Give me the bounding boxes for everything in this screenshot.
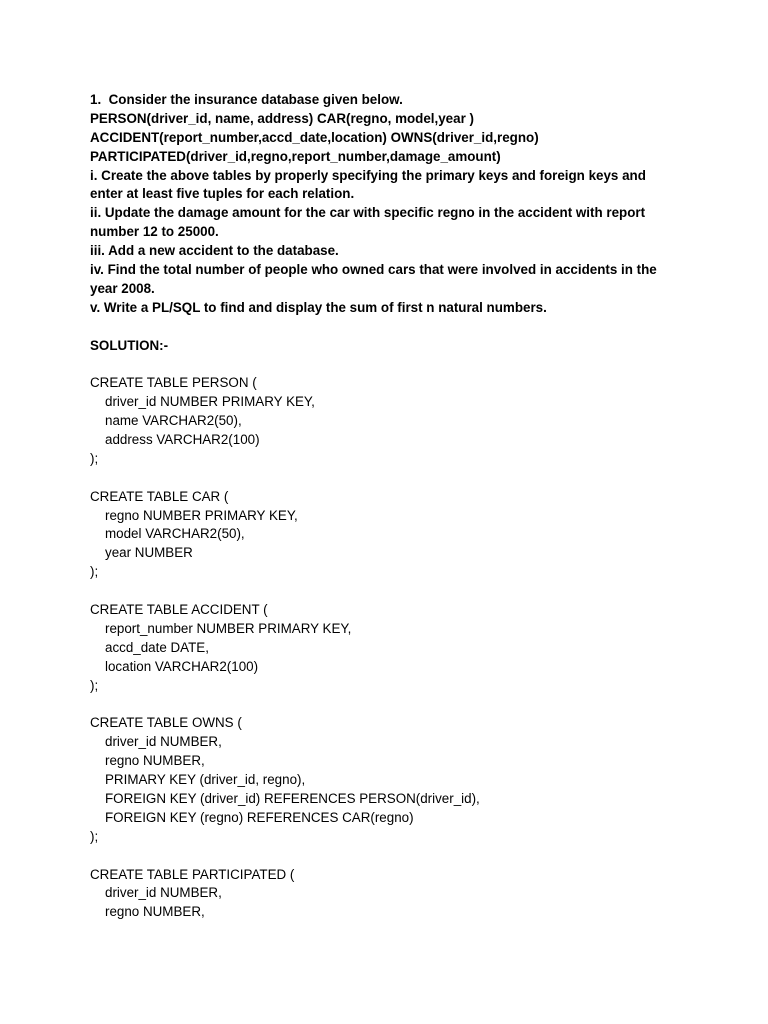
question-line: 1. Consider the insurance database given below. xyxy=(90,92,403,107)
question-line: i. Create the above tables by properly specifying the primary keys and foreign keys and xyxy=(90,167,646,183)
code-line: report_number NUMBER PRIMARY KEY, xyxy=(105,620,352,636)
code-line: driver_id NUMBER, xyxy=(105,885,222,901)
code-line: CREATE TABLE CAR ( xyxy=(90,488,229,504)
spacer xyxy=(90,318,690,337)
code-line: driver_id NUMBER, xyxy=(105,734,222,750)
question-line: enter at least five tuples for each relation. xyxy=(90,186,355,202)
question-block xyxy=(90,91,690,318)
code-line: address VARCHAR2(100) xyxy=(105,432,260,448)
code-line: FOREIGN KEY (driver_id) REFERENCES PERSON(driver_id), xyxy=(105,790,480,806)
code-line: CREATE TABLE PERSON ( xyxy=(90,375,257,391)
question-line: iii. Add a new accident to the database. xyxy=(90,243,339,259)
spacer xyxy=(90,469,690,488)
spacer xyxy=(90,355,690,374)
spacer xyxy=(90,582,690,601)
code-line: FOREIGN KEY (regno) REFERENCES CAR(regno) xyxy=(105,809,414,825)
question-line: year 2008. xyxy=(90,280,155,296)
code-line: accd_date DATE, xyxy=(105,639,209,655)
code-line: ); xyxy=(90,677,99,693)
code-line: regno NUMBER PRIMARY KEY, xyxy=(105,507,298,523)
code-line: location VARCHAR2(100) xyxy=(105,658,259,674)
question-line: ACCIDENT(report_number,accd_date,location) OWNS(driver_id,regno) xyxy=(90,129,539,145)
code-block-owns xyxy=(90,714,690,846)
code-line: model VARCHAR2(50), xyxy=(105,526,245,542)
code-line: CREATE TABLE PARTICIPATED ( xyxy=(90,866,295,882)
code-line: ); xyxy=(90,450,99,466)
spacer xyxy=(90,847,690,866)
question-line: ii. Update the damage amount for the car with specific regno in the accident with report xyxy=(90,205,646,221)
code-line: year NUMBER xyxy=(105,545,193,561)
code-line: ); xyxy=(90,564,99,580)
code-block-accident xyxy=(90,601,690,695)
question-line: v. Write a PL/SQL to find and display the sum of first n natural numbers. xyxy=(90,299,547,315)
code-line: driver_id NUMBER PRIMARY KEY, xyxy=(105,394,315,410)
code-line: name VARCHAR2(50), xyxy=(105,413,242,429)
question-line: number 12 to 25000. xyxy=(90,224,219,240)
question-line: PARTICIPATED(driver_id,regno,report_number,damage_amount) xyxy=(90,148,501,164)
code-line: CREATE TABLE OWNS ( xyxy=(90,715,242,731)
code-block-person xyxy=(90,374,690,468)
document-page xyxy=(90,91,690,922)
code-line: ); xyxy=(90,828,99,844)
question-line: PERSON(driver_id, name, address) CAR(regno, model,year ) xyxy=(90,110,474,126)
code-block-car xyxy=(90,488,690,582)
question-line: iv. Find the total number of people who owned cars that were involved in accidents in the xyxy=(90,262,657,278)
spacer xyxy=(90,696,690,715)
code-block-participated xyxy=(90,866,690,923)
code-line: PRIMARY KEY (driver_id, regno), xyxy=(105,772,306,788)
code-line: regno NUMBER, xyxy=(105,753,205,769)
code-line: CREATE TABLE ACCIDENT ( xyxy=(90,602,268,618)
solution-heading: SOLUTION:- xyxy=(90,337,169,353)
code-line: regno NUMBER, xyxy=(105,904,205,920)
